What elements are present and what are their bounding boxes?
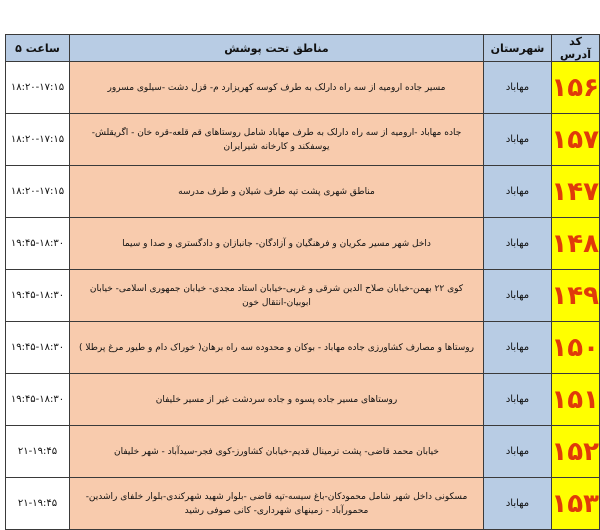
row-area: روستاها و مصارف کشاورزی جاده مهاباد - بوکان و محدوده سه راه برهان( خوراک دام و طیور مرغ پرطلا ) bbox=[70, 322, 484, 374]
table-row bbox=[6, 62, 600, 114]
row-time: ۱۹:۴۵-۱۸:۳۰ bbox=[6, 322, 70, 374]
row-time: ۱۹:۴۵-۱۸:۳۰ bbox=[6, 270, 70, 322]
row-area: مسیر جاده ارومیه از سه راه دارلک به طرف کوسه کهریزارد م- قزل دشت -سیلوی مسرور bbox=[70, 62, 484, 114]
row-area: کوی ۲۲ بهمن-خیابان صلاح الدین شرقی و غربی-خیابان استاد مجدی- خیابان جمهوری اسلامی- خیابان ابوبیان-انتقال خون bbox=[70, 270, 484, 322]
row-city: مهاباد bbox=[484, 426, 552, 478]
row-code: ۱۵۲ bbox=[552, 426, 600, 478]
row-city: مهاباد bbox=[484, 218, 552, 270]
row-time: ۱۸:۲۰-۱۷:۱۵ bbox=[6, 62, 70, 114]
header-time: ساعت ۵ bbox=[6, 35, 70, 62]
row-time: ۱۹:۴۵-۱۸:۳۰ bbox=[6, 218, 70, 270]
row-time: ۱۹:۴۵-۱۸:۳۰ bbox=[6, 374, 70, 426]
row-city: مهاباد bbox=[484, 322, 552, 374]
table-row bbox=[6, 478, 600, 530]
table-row bbox=[6, 218, 600, 270]
table-row bbox=[6, 114, 600, 166]
row-area: مناطق شهری پشت تپه طرف شیلان و طرف مدرسه bbox=[70, 166, 484, 218]
row-code: ۱۵۳ bbox=[552, 478, 600, 530]
row-city: مهاباد bbox=[484, 114, 552, 166]
row-area: داخل شهر مسیر مکریان و فرهنگیان و آزادگان- جانبازان و دادگستری و صدا و سیما bbox=[70, 218, 484, 270]
header-code: کد آدرس bbox=[552, 35, 600, 62]
header-row bbox=[6, 35, 600, 62]
table-row bbox=[6, 166, 600, 218]
row-code: ۱۵۰ bbox=[552, 322, 600, 374]
row-area: خیابان محمد قاضی- پشت ترمینال قدیم-خیابان کشاورز-کوی فجر-سیدآباد - شهر خلیفان bbox=[70, 426, 484, 478]
row-code: ۱۴۸ bbox=[552, 218, 600, 270]
table-row bbox=[6, 270, 600, 322]
row-area: جاده مهاباد -ارومیه از سه راه دارلک به طرف مهاباد شامل روستاهای قم قلعه-قره خان - اگریقلش-یوسفکند و کارخانه شیرایران bbox=[70, 114, 484, 166]
row-time: ۲۱-۱۹:۴۵ bbox=[6, 426, 70, 478]
table-row bbox=[6, 426, 600, 478]
row-code: ۱۵۱ bbox=[552, 374, 600, 426]
row-code: ۱۵۶ bbox=[552, 62, 600, 114]
row-code: ۱۵۷ bbox=[552, 114, 600, 166]
table-row bbox=[6, 374, 600, 426]
row-time: ۲۱-۱۹:۴۵ bbox=[6, 478, 70, 530]
row-city: مهاباد bbox=[484, 270, 552, 322]
schedule-table-container bbox=[5, 34, 599, 530]
row-city: مهاباد bbox=[484, 62, 552, 114]
row-city: مهاباد bbox=[484, 166, 552, 218]
row-area: مسکونی داخل شهر شامل محمودکان-باغ سیسه-تپه قاضی -بلوار شهید شهرکندی-بلوار خلفای راشدین-محمورآباد - زمینهای شهرداری- کانی صوفی رشید bbox=[70, 478, 484, 530]
header-area: مناطق تحت پوشش bbox=[70, 35, 484, 62]
row-code: ۱۴۷ bbox=[552, 166, 600, 218]
schedule-table bbox=[5, 34, 600, 530]
row-time: ۱۸:۲۰-۱۷:۱۵ bbox=[6, 114, 70, 166]
table-row bbox=[6, 322, 600, 374]
row-time: ۱۸:۲۰-۱۷:۱۵ bbox=[6, 166, 70, 218]
row-city: مهاباد bbox=[484, 374, 552, 426]
row-area: روستاهای مسیر جاده پسوه و جاده سردشت غیر از مسیر خلیفان bbox=[70, 374, 484, 426]
header-city: شهرستان bbox=[484, 35, 552, 62]
row-city: مهاباد bbox=[484, 478, 552, 530]
row-code: ۱۴۹ bbox=[552, 270, 600, 322]
